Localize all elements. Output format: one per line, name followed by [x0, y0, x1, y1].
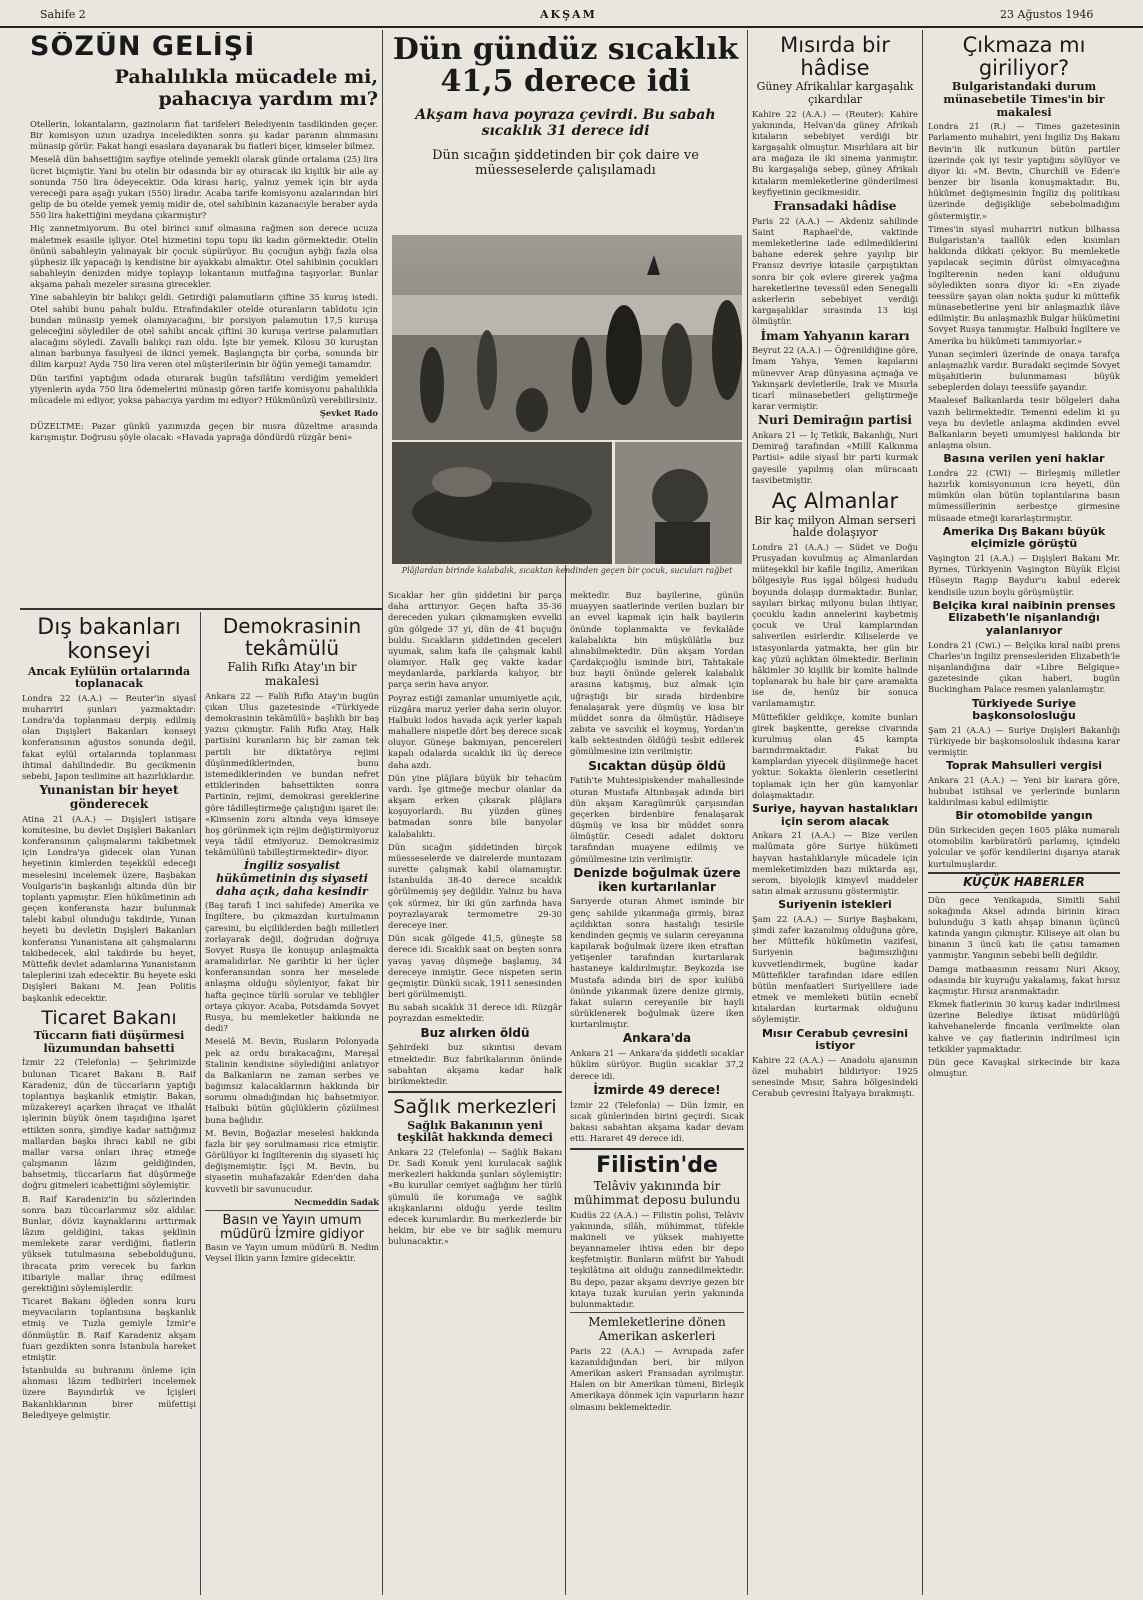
- heat-story-column-a: [388, 590, 562, 1595]
- article-subtitle: Yunanistan bir heyet gönderecek: [39, 783, 179, 811]
- heat-story-column-b: [570, 590, 744, 1595]
- editorial-signature: Şevket Rado: [319, 408, 378, 419]
- article-paragraph: Londra 21 (A.A.) — Südet ve Doğu Prusyadan kovulmuş aç Almanlardan müteşekkil bir kafile İngiliz, Amerikan bölgesiyle Rus işgal bölgesi hududu boyunda dolaşıp durmaktadır. Bunlar, sayıları birkaç milyonu bulan ihtiyar, çocuklu kadın annelerini kaybetmiş çocuk ve Ural kamplarından salıverilen esirlerdir. Kiliselerde ve istasyonlarda yatmakta, her gün bir kaç yüzü açlıktan ölmektedir. Berlinin hâkimler 30 kişilik bir komite halinde toplanarak bu hale bir çare aramakta ise de, henüz bir sonuca varılamamıştır.: [752, 541, 918, 709]
- article-paragraph: Dün sıcağın şiddetinden birçok müesseselerde ve dairelerde muntazam surette çalışmak kabil olamamıştır. İstanbulda 38-40 derece sıcaklık görülmemiş şey değildir. Yalnız bu hava çok sürmez, bir iki gün zarfında hava poyrazlayarak termometre 29-30 dereceye iner.: [388, 841, 562, 930]
- news-column-6: [928, 34, 1120, 1596]
- article-paragraph: Maalesef Balkanlarda tesir bölgeleri daha vazıh belirmektedir. Temenni edelim ki şu veya bu devletle anlaşma akdinden evvel Balkanların beyeti umumiyesi hakkında bir anlaşma olsun.: [928, 395, 1120, 451]
- article-paragraph: Yunan seçimleri üzerinde de onaya tarafça anlaşmazlık vardır. Buradaki seçimde Sovyet müşahitlerin bulunmaması büyük sebeplerden dolayı teessüfe şayandır.: [928, 348, 1120, 393]
- article-subtitle: Bir otomobilde yangın: [955, 809, 1093, 823]
- article-paragraph: Londra 21 (Cwi.) — Belçika kıral naibi prens Charles'ın İngiliz prensesleriden Elizabeth'le nişanlandığına dair «Libre Belgique» gazetesinde çıkan haberi, bugün Buckingham Palace resmen yalanlamıştır.: [928, 639, 1120, 695]
- beach-photo-illustration: [392, 235, 742, 440]
- article-subtitle: Nuri Demirağın partisi: [758, 413, 912, 428]
- article-title: Mısırda bir hâdise: [780, 34, 890, 80]
- article-paragraph: Meselâ M. Bevin, Rusların Polonyada pek az ordu bırakacağını, Mareşal Stalinin kendisine söylediğini anlatıyor da Balkanların ne zaman serbes ve bağımsız kalacaklarının hakkında bir sorumu olmadığından hiç bahsetmiyor. Halbuki bütün güçlüklerin çözülmesi buna bağlıdır.: [205, 1036, 379, 1125]
- short-news-item: Dün gece Yenikapıda, Simitli Sahil sokağında Aksel adında birinin kiracı bulunduğu 3 katlı ahşap binanın üçüncü katında yangın çıkmıştır. Kiliseye ait olan bu binanın 3 üncü katı ile çatısı tamamen yanmıştır. Yangının sebebi belli değildir.: [928, 894, 1120, 961]
- article-paragraph: Londra 22 (CWI) — Birleşmiş milletler hazırlık komisyonunun icra heyeti, dün mümkün olan bütün toplantılarına basın mümessillerinin serbestçe girmesine müsaade etmeği kararlaştırmıştır.: [928, 467, 1120, 523]
- article-paragraph: Beyrut 22 (A.A.) — Öğrenildiğine göre, İmam Yahya, Yemen kapılarını münevver Arap dünyasına açmağa ve Yakınşark devletlerile, Irak ve Mısırla ticarî münasebetleri geliştirmeğe karar vermiştir.: [752, 345, 918, 412]
- article-paragraph: Sıcaklar her gün şiddetini bir parça daha arttırıyor. Geçen hafta 35-36 dereceden yukarı çıkmamışken evvelki gün gölgede 37 yi, dün de 41 buçuğu buldu. Sıcakların şiddetinden geceleri uyumak, salım kafa ile çalışmak kabil olamıyor. Halk geç vakte kadar meydanlarda, parklarda kalıyor, bir parça serin hava arıyor.: [388, 590, 562, 690]
- article-paragraph: Ankara 21 (A.A.) — Yeni bir karara göre, hububat istihsal ve yerlerinde bunların kaldırılması kabul edilmiştir.: [928, 774, 1120, 808]
- article-subtitle: Buz alırken öldü: [420, 1025, 530, 1040]
- article-title: Sağlık merkezleri: [388, 1091, 562, 1118]
- editorial-title: SÖZÜN GELİŞİ: [30, 32, 256, 62]
- article-paragraph: Kahire 22 (A.A.) — Anadolu ajansının özel muhabiri bildiriyor: 1925 senesinde Mısır, Sahra bölgesindeki Cerabub çevresini İtalyaya bırakmıştı.: [752, 1054, 918, 1099]
- drinking-boy-illustration: [615, 442, 742, 564]
- article-title: Çıkmaza mı giriliyor?: [962, 34, 1086, 80]
- crowd-photo: [392, 442, 612, 564]
- beach-photo: [392, 235, 742, 440]
- short-news-item: Damga matbaasının ressamı Nuri Aksoy, odasında bir kuyruğu yakalamış, fakat hırsız kaçmıştır. Hırsız aranmaktadır.: [928, 963, 1120, 996]
- article-paragraph: Ankara 22 — Falih Rıfkı Atay'ın bugün çıkan Ulus gazetesinde «Türkiyede demokrasinin tekâmülü» başlıklı bir baş yazısı çıkmıştır. Falih Rıfkı Atay, Halk partisini kuranların hiç bir zaman tek partili bir diktatörya rejimi düşünmediklerinden, bunu istemediklerinden ve bundan nefret ettiklerinden bahsettikten sonra Partinin, rejimi, demokrasi gereklerine göre tâdilleştirmeğe çalıştığını işaret ile: «Kimsenin zoru altında veya kimseye hoş görünmek için rejim değiştirmiyoruz veya tâdil etmiyoruz. Demokrasimiz tekâmülünü tabiîleştirmektedir» diyor.: [205, 690, 379, 858]
- masthead: [0, 0, 1143, 28]
- article-paragraph: Müttefikler geldikçe, komite bunları girek başkentte, gerekse civarında kurulmuş olan 45 kampta barındırmaktadır. Fakat bu kamplardan yiyecek düşünmeğe hacet yoktur. Sokakta ölenlerin cesetlerini toplamak için her gün kamyonlar dolaşmaktadır.: [752, 711, 918, 800]
- article-subtitle: Basına verilen yeni haklar: [943, 452, 1105, 466]
- article-subtitle: İzmirde 49 derece!: [593, 1082, 721, 1097]
- article-paragraph: Atina 21 (A.A.) — Dışişleri istişare komitesine, bu devlet Dışişleri Bakanları konferansının çalışmalarını takibetmek için Londra'ya gidecek olan Yunan heyetinin kimlerden teşekkül edeceği meselesini incelemek üzere, Başbakan Voulgaris'in başkanlığı altında dün bir toplantı yapmıştır. Elen hükûmetinin adı geçen konferansta hazır bulunmak talebi kabul olunduğu takdirde, Yunan heyeti bu devletin Dışişleri Bakanları konferansı Yunanistana ait çalışmalarını takibedecek, akıl takdirde bu heyet, Müttefik devlet adamlarına Yunanistanın taleplerini izah edecektir. Bu heyete eski Dışişleri Bakanı M. Jean Politis başkanlık edecektir.: [22, 813, 196, 1003]
- article-subtitle: Suriyenin istekleri: [778, 898, 892, 912]
- article-title: Filistin'de: [570, 1148, 744, 1178]
- article-paragraph: Ankara 22 (Telefonla) — Sağlık Bakanı Dr. Sadi Konuk yeni kurulacak sağlık merkezleri hakkında şunları söylemiştir: «Bu kurullar cemiyet sağlığını her türlü şümulü ile korumağa ve sağlık akışkanlarını olduğu yerde teslim edecek kurumlardır. Bu merkezlerde bir hekim, bir ebe ve bir sağlık memuru bulunacaktır.»: [388, 1146, 562, 1247]
- article-subtitle: Sağlık Bakanının yeni teşkilât hakkında demeci: [397, 1118, 553, 1145]
- column-rule: [565, 565, 566, 1595]
- editorial-paragraph: Otellerin, lokantaların, gazinoların fiat tarifeleri Belediyenin tasdikinden geçer. Bir komisyon uzun uzadıya inceledikten sonra şu kadar paranın alınmasını münasip görür. Fakat hangi esaslara dayanarak bu fiatleri biçer, kimseler bilmez.: [30, 118, 378, 152]
- editorial-paragraph: Meselâ dün bahsettiğim sayfiye otelinde yemekli olarak günde ortalama (25) lira ücret biçmiştir. Yani bu otelin bir odasında bir ay oturacak iki kişilik bir aile ay sonunda 750 lira ödeyecektir. Oda kirası hariç, yalnız yemek için bir ayda vereceği para aşağı yukarı (550) liradır. Acaba tarife komisyonu azalarından biri gelip de bu otelde yemek yemiş midir de, otel sahibinin kazanacıyle beraber ayda 550 lira hakettiğini meydana çıkarmıştır?: [30, 154, 378, 221]
- article-paragraph: Ankara 21 — İç Tetkik, Bakanlığı, Nuri Demirağ tarafından «Millî Kalkınma Partisi» adile siyasî bir parti kurmak gayesile yapılmış olan müracaatı tasvibetmiştir.: [752, 430, 918, 485]
- issue-date: 23 Ağustos 1946: [1000, 8, 1094, 21]
- article-subtitle: İmam Yahyanın kararı: [760, 328, 910, 343]
- article-subtitle: Telâviv yakınında bir mühimmat deposu bulundu: [573, 1178, 741, 1207]
- short-news-item: Ekmek fiatlerinin 30 kuruş kadar indirilmesi üzerine Belediye iktisat müdürlüğü kahvehanelerde fincanla verilmekte olan kahve ve çay fiatlerinin indirilmesi için tetkikler yapmaktadır.: [928, 999, 1120, 1054]
- article-paragraph: Londra 22 (A.A.) — Reuter'in siyasî muharriri şunları yazmaktadır: Londra'da toplanması derpiş edilmiş olan Dışişleri Bakanları konseyi konferansının ağustos sonunda değil, fakat eylül ortalarında toplanması ihtimal dahilindedir. Bu gecikmenin sebebi, Japon teslimine ait hazırlıklardır.: [22, 692, 196, 781]
- article-signature: Necmeddin Sadak: [294, 1196, 379, 1207]
- main-headline: Dün gündüz sıcaklık 41,5 derece idi: [392, 34, 739, 100]
- editorial-paragraph: Hiç zannetmiyorum. Bu otel birinci sınıf olmasına rağmen son derece ucuza maletmek esasile işliyor. Otel hizmetini topu topu iki kadın görmektedir. Otelin önünü sabahleyin yalınayak bir çocuk süpürüyor. Bu çocuğun ayhğı fazla olsa şüphesiz ilk yapacağı iş kendisine bir ayakkabı almaktır. Otel sahibinin çocukları sabahleyin denizden midye toplayıp lokantanın mutfağına taşıyorlar. Bunlar akşama pahalı mezeler sırasına girecekler.: [30, 223, 378, 290]
- article-paragraph: Paris 22 (A.A.) — Akdeniz sahilinde Saint Raphael'de, vaktinde memleketlerine iade edilmediklerini bahane ederek şehre yayılıp bir Fransız devriye kıtasile çarpıştıktan sonra bir çok evlere girerek yağma hareketlerine tevessül eden Senegalli askerlerin sebebiyet verdiği kargaşalıklar sırasında 13 kişi ölmüştür.: [752, 215, 918, 327]
- article-paragraph: mektedir. Buz bayilerine, günün muayyen saatlerinde verilen buzları bir an evvel kapmak için halk bayilerin önünde toplanmakta ve fevkalâde kalabalıkta bin müşkülâtla buz alınabilmektedir. Dün akşam Yordan Çardakçıoğlu isminde biri, Tahtakale buz bayii önünde gelerek kalabalık arasına katışmış, buz almak için uğraştığı bir sırada birdenbire fenalaşarak yere düşmüş ve kısa bir müddet sonra da ölmüştür. Hâdiseye zabıta ve savcılık el koymuş, Yordan'ın kalb sektesinden öldüğü tesbit edilerek gömülmesine izin verilmiştir.: [570, 590, 744, 757]
- article-subtitle: Denizde boğulmak üzere iken kurtarılanlar: [573, 865, 741, 894]
- column-rule: [922, 30, 923, 1595]
- page-number: Sahife 2: [40, 8, 86, 21]
- article-subtitle: Ankara'da: [622, 1031, 692, 1046]
- article-subtitle: Amerika Dış Bakanı büyük elçimizle görüştü: [942, 524, 1106, 551]
- article-subtitle: Ancak Eylülün ortalarında toplanacak: [27, 664, 191, 691]
- article-subtitle: Fransadaki hâdise: [773, 199, 897, 213]
- article-paragraph: Paris 22 (A.A.) — Avrupada zafer kazanıldığından beri, bir milyon Amerikan askeri Fransadan ayrılmıştır. Halen on bir Amerikan tümeni, Birleşik Amerikaya dönmek için vapurların hazır olmasını beklemektedir.: [570, 1345, 744, 1412]
- article-title: Demokrasinin tekâmülü: [222, 616, 362, 660]
- main-subheadline: Akşam hava poyraza çevirdi. Bu sabah sıcaklık 31 derece idi: [415, 106, 716, 139]
- short-news-header: KÜÇÜK HABERLER: [928, 872, 1120, 893]
- article-paragraph: Dün sıcak gölgede 41,5, güneşte 58 derece idi. Sıcaklık saat on beşten sonra yavaş yavaş düşmeğe başlamış, 34 dereceye inmiştir. Gece nispeten serin geçmiştir. Dünkü sıcak, 1911 senesinden beri görülmemişti.: [388, 933, 562, 1000]
- article-paragraph: (Baş tarafı 1 inci sahifede) Amerika ve İngiltere, bu çıkmazdan kurtulmanın çaresini, bu elçiliklerden bağlı milletleri zorlayarak değil, doğrudan doğruya Sovyet Rusya ile konuşup anlaşmakta aramalıdırlar. Ne garibtir ki her üçler konferansından sonra her meselede anlaşma olduğu söyleniyor, fakat bir hafta geçince türlü sorular ve tebliğler ortaya çıkıyor. Acaba, Potsdamda Sovyet Rusya, bu memleketler hakkında ne dedi?: [205, 900, 379, 1034]
- article-paragraph: Bu sabah sıcaklık 31 derece idi. Rüzgâr poyrazdan esmektedir.: [388, 1002, 562, 1024]
- editorial-paragraph: Yine sabahleyin bir balıkçı geldi. Getirdiği palamutların çiftine 35 kuruş istedi. Otel sahibi bunu pahalı buldu. Etrafındakiler otelde oturanların tabldotu için bundan münasip yemek olamıyacağını, bir porsiyon palamutun 17,5 kuruşa geleceğini söylediler de otel sahibi ancak çiftini 30 kuruşa verirse palamutları alacağını söyledi. Zavallı balıkçı razı oldu. İşte bir yemek. Kilosu 30 kuruştan alınan barbunya fasulyesi de ikinci yemek. Başlangıçta bir çorba, sonunda bir dilim karpuz! Ayda 750 lira veren otel müşterilerinin bir öğün yemeği tamamdır.: [30, 292, 378, 370]
- article-paragraph: Dün yine plâjlara büyük bir tehacüm vardı. İşe gitmeğe mecbur olanlar da akşam erken çıkarak plâjlara koşuyorlardı. Bu yüzden güneş batmadan sonra bile banyolar kalabalıktı.: [388, 772, 562, 839]
- article-paragraph: Şam 22 (A.A.) — Suriye Başbakanı, şimdi zafer kazanılmış olduğuna göre, her Müttefik hükûmetin vazifesi, Suriyenin bağımsızlığını kuvvetlendirmek, bugüne kadar Müttefikler tarafından idare edilen bütün menfaatleri Suriyelilere iade etmek ve memleketi bütün ecnebî kıtalardan kurtarmak olduğunu söylemiştir.: [752, 913, 918, 1025]
- democracy-column: [205, 616, 379, 1596]
- article-subtitle: Memleketlerine dönen Amerikan askerleri: [570, 1312, 744, 1344]
- editorial-headline: Pahalılıkla mücadele mi, pahacıya yardım mı?: [114, 66, 378, 110]
- correction-note: DÜZELTME: Pazar günkü yazımızda geçen bir mısra düzeltme arasında karışmıştır. Doğrusu şöyle olacak: «Havada yaprağa döndürdü rüzgâr beni»: [30, 421, 378, 443]
- editorial-paragraph: Dün tarifini yaptığım odada oturarak bugün tafsilâtını verdiğim yemekleri yiyenlerin ayda 750 lira ödemelerini münasip gören tarife komisyonu pahalılıkla mücadele mi ediyor, yoksa pahacıya yardım mı ediyor? Hükmünüzü verebilirsiniz.: [30, 372, 378, 405]
- article-paragraph: Ankara 21 (A.A.) — Bize verilen malûmata göre Suriye hükûmeti hayvan hastalıklarıyle mücadele için memleketimizden bazı miktarda aşı, serom, biyolojik kimyevî maddeler satın almak arzusunu göstermiştir.: [752, 830, 918, 897]
- article-paragraph: Ticaret Bakanı öğleden sonra kuru meyvacıların toplantısına başkanlık etmiş ve Tuzla gemiyle İzmir'e dönmüştür. B. Raif Karadeniz akşam fuarı gezdikten sonra İstanbula hareket etmiştir.: [22, 1296, 196, 1362]
- column-rule: [200, 612, 201, 1595]
- article-subtitle: Bulgaristandaki durum münasebetile Times'in bir makalesi: [943, 80, 1105, 119]
- article-paragraph: Poyraz estiği zamanlar umumiyetle açık, rüzgâra maruz yerler daha serin oluyor. Halbuki lodos havada açık yerler kapalı mahallere nispetle dört beş derece sıcak oluyor. Güneşe bakmıyan, pencereleri kapalı odalarda sıcaklık iki üç derece daha azdı.: [388, 692, 562, 770]
- article-paragraph: Dün Sirkeciden geçen 1605 plâka numaralı otomobilin karbüratörü parlamış, içindeki yolcular ve şoför kendilerini dışarıya atarak kurtulmuşlardır.: [928, 825, 1120, 869]
- article-subtitle: Türkiyede Suriye başkonsolosluğu: [971, 696, 1077, 723]
- article-subtitle: Suriye, hayvan hastalıkları için serom alacak: [752, 801, 918, 828]
- column-rule: [747, 30, 748, 1595]
- article-paragraph: Times'in siyasî muharriri nutkun bilhassa Bulgaristan'a taallûk eden kısımları hakkında dikkati çekiyor. Bu memleketle yapılacak seçimin dürüst olmıyacağına İngilterenin neden kani olduğunu söyledikten sonra diyor ki: «En ziyade teessüre şayan olan nokta şudur ki müttefik münasebetlerine yeni bir anlaşmazlık ilâve edilmiştir. Bu anlaşmazlık Bulgar hükûmetini Sovyet Rusya tanımıştır. Halbuki İngiltere ve Amerika bu hükûmeti tanımıyorlar.»: [928, 223, 1120, 346]
- article-paragraph: Vaşington 21 (A.A.) — Dışişleri Bakanı Mr. Byrnes, Türkiyenin Vaşington Büyük Elçisi Hüseyin Ragıp Baydur'u kabul ederek kendisile uzun boylu görüşmüştür.: [928, 553, 1120, 597]
- article-paragraph: M. Bevin, Boğazlar meselesi hakkında fazla bir şey sorulmaması rica etmiştir. Görülüyor ki İngilterenin dış siyaseti hiç değişmemiştir. İşçi M. Bevin, bu siyasetin muhafazakâr Eden'den daha kuvvetli bir savunucudur.: [205, 1127, 379, 1194]
- main-subheadline: Dün sıcağın şiddetinden bir çok daire ve müesseselerde çalışılamadı: [432, 147, 699, 178]
- article-subtitle: Belçika kıral naibinin prenses Elizabeth'le nişanlandığı yalanlanıyor: [932, 598, 1116, 637]
- paper-name: AKŞAM: [540, 8, 597, 21]
- article-title: Ticaret Bakanı: [41, 1006, 177, 1029]
- article-title: Basın ve Yayın umum müdürü İzmire gidiyor: [205, 1210, 379, 1242]
- news-column-5: [752, 34, 918, 1596]
- article-subtitle: Bir kaç milyon Alman serseri halde dolaşıyor: [754, 513, 916, 540]
- article-subtitle: Toprak Mahsulleri vergisi: [945, 759, 1103, 773]
- foreign-ministers-column: [22, 616, 196, 1596]
- article-paragraph: B. Raif Karadeniz'in bu sözlerinden sonra bazı tüccarlarımız söz aldılar. Bunlar, döviz kaynaklarını arttırmak lâzım geldiğini, takas şeklinin memlekete zarar verdiğini, fiatlerin yüksek tutulmasına sebebolduğunu, ihracata prim verecek bu farkın itibariyle mallar ihraç edilmesi gerektiğini söylemişlerdir.: [22, 1193, 196, 1293]
- article-subtitle: Mısır Cerabub çevresini istiyor: [761, 1026, 909, 1053]
- article-subtitle: Güney Afrikalılar kargaşalık çıkardılar: [756, 80, 914, 106]
- article-title: Dış bakanları konseyi: [37, 616, 181, 664]
- article-title: Aç Almanlar: [771, 489, 899, 513]
- article-paragraph: İstanbulda su buhranını önleme için alınması lâzım tedbirleri incelemek üzere Bayındırlık ve İçişleri Bakanlıklarının birer müfettişi Belediyeye gelmiştir.: [22, 1365, 196, 1420]
- photo-caption: Plâjlardan birinde kalabalık, sıcaktan kendinden geçen bir çocuk, sucuları rağbet: [401, 566, 733, 575]
- article-paragraph: İzmir 22 (Telefonla) — Şehrimizde bulunan Ticaret Bakanı B. Raif Karadeniz, dün de tüccarların yaptığı toplantıya başkanlık etmiştir. Bakan, müzakereyi açarken ihraçat ve ithalât işlerinin büyük önem taşıdığına işaret ettikten sonra, şimdiye kadar sattığımız mallardan başka ihracı kabil ne gibi mallar varsa onları ihraç etmeğe çalışmanın lâzım geldiğinden, bahsetmiş, tüccarların fiat düşürmeğe doğru gitmeleri icabettiğini söylemiştir.: [22, 1057, 196, 1191]
- heat-headline-block: [388, 34, 743, 234]
- article-paragraph: Şehirdeki buz sıkıntısı devam etmektedir. Buz fabrikalarının önünde sabahtan akşama kadar halk birikmektedir.: [388, 1042, 562, 1086]
- column-rule: [382, 30, 383, 1595]
- article-paragraph: Kudüs 22 (A.A.) — Filistin polisi, Telâviv yakınında, silâh, mühimmat, tüfekle makineli ve yüksek mahiyette beyannameler ihtiva eden bir depo keşfetmiştir. Bunların müfrit bir Yahudi teşkilâtına ait olduğu zannedilmektedir. Bu depo, pazar akşamı devriye gezen bir kıtaya tuzak kurulan yerin yakınında bulunmaktadır.: [570, 1209, 744, 1309]
- article-subtitle: Falih Rıfkı Atay'ın bir makalesi: [227, 660, 357, 688]
- article-subtitle: Sıcaktan düşüp öldü: [588, 758, 726, 773]
- short-news-item: Dün gece Kavaşkal sirkecinde bir kaza olmuştur.: [928, 1056, 1120, 1079]
- article-paragraph: Londra 21 (R.) — Times gazetesinin Parlamento muhabiri, yeni İngiliz Dış Bakanı Bevin'in ilk nutkunun bütün partiler üzerinde çok iyi tesir yaptığını söylüyor ve diyor ki: «M. Bevin, Churchill ve Eden'e benzer bir lisanla konuşmaktadır. Bu, hükûmet değişmesinin İngiliz dış politikası üzerinde değişikliğe sebebolmadığını göstermiştir.»: [928, 121, 1120, 221]
- article-paragraph: Kahire 22 (A.A.) — (Reuter): Kahire yakınında, Helvan'da güney Afrikalı kıtaların sebebiyet verdiği bir kargaşalık olmuştur. Mısırlılara ait bir ara mağaza ile iki sinema yanmıştır. Bu kargaşalığa sebep, güney Afrikalı kıtaların memleketlerine gönderilmesi keyfiyetinin gecikmesidir.: [752, 108, 918, 197]
- article-paragraph: Sarıyerde oturan Ahmet isminde bir genç sahilde yıkanmağa girmiş, biraz açıldıktan sonra hastalığı tesirile kendinden geçmiş ve suların cereyanına kapılarak boğulmak üzere iken etraftan yetişenler tarafından kurtarılarak hastaneye kaldırılmıştır. Beykozda ise Mustafa adında biri de spor kulübü önünde yıkanmak üzere denize girmiş, fakat suların cereyanile bir hayli sürüklenerek boğulmak üzere iken kurtarılmıştır.: [570, 896, 744, 1030]
- article-paragraph: Ankara 21 — Ankara'da şiddetli sıcaklar hüküm sürüyor. Bugün sıcaklar 37,2 derece idi.: [570, 1048, 744, 1081]
- article-subtitle: İngiliz sosyalist hükûmetinin dış siyaseti daha açık, daha kesindir: [216, 859, 368, 898]
- section-rule: [20, 608, 382, 610]
- editorial-column: [30, 32, 378, 604]
- article-subtitle: Tüccarın fiati düşürmesi lüzumundan bahsetti: [33, 1029, 185, 1055]
- article-paragraph: Fatih'te Muhtesipiskender mahallesinde oturan Mustafa Altınbaşak adında biri dün akşam Karagümrük çarşısından geçerken birdenbire fenalaşarak düşmüş ve kısa bir müddet sonra ölmüştür. Cesedi adalet doktoru tarafından muayene edilmiş ve gömülmesine izin verilmiştir.: [570, 775, 744, 864]
- article-paragraph: Basın ve Yayın umum müdürü B. Nedim Veysel İlkin yarın İzmire gidecektir.: [205, 1241, 379, 1264]
- drinking-boy-photo: [615, 442, 742, 564]
- article-paragraph: Şam 21 (A.A.) — Suriye Dışişleri Bakanlığı Türkiyede bir başkonsolosluk ihdasına karar vermiştir.: [928, 724, 1120, 758]
- article-paragraph: İzmir 22 (Telefonla) — Dün İzmir, en sıcak günlerinden birini geçirdi. Sıcak bakası sabahtan akşama kadar devam etti. Hararet 49 derece idi.: [570, 1099, 744, 1144]
- crowd-photo-illustration: [392, 442, 612, 564]
